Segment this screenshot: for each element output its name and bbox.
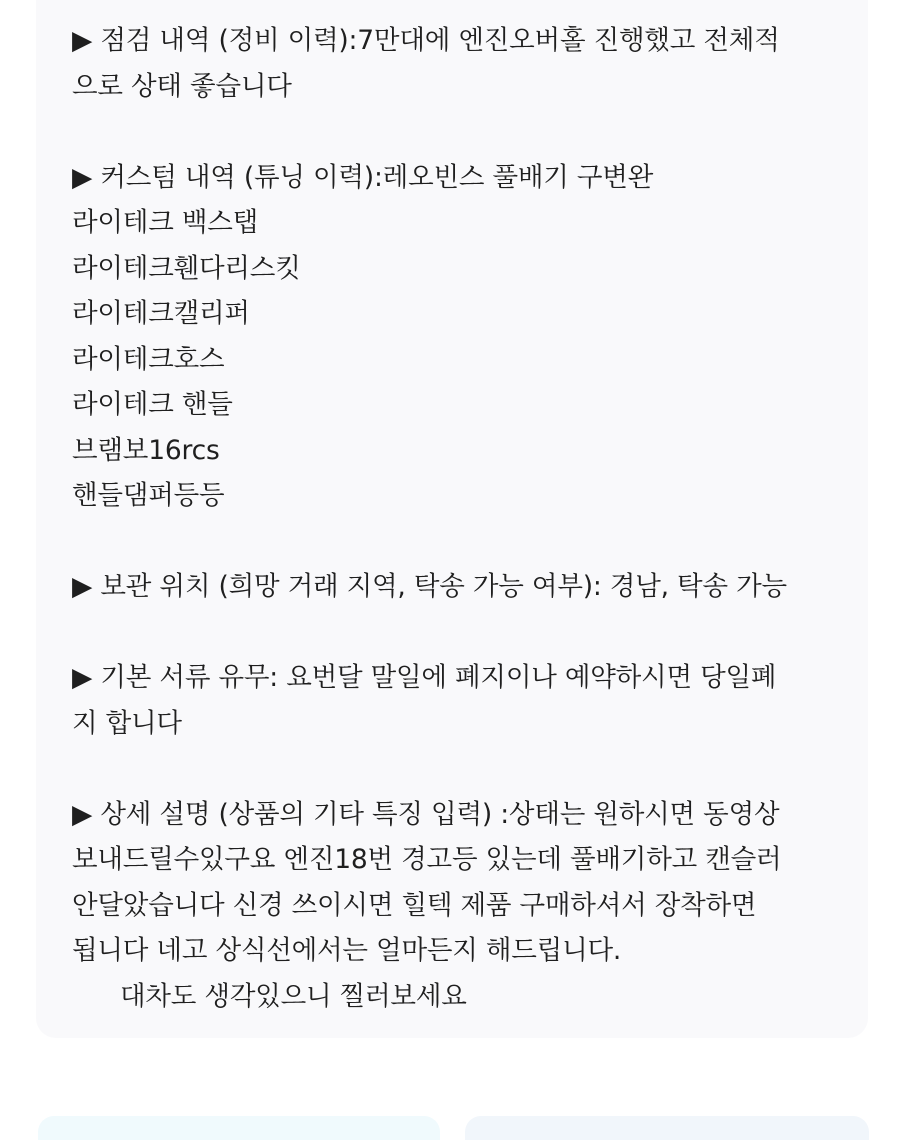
- description-line: ▶ 기본 서류 유무: 요번달 말일에 폐지이나 예약하시면 당일폐: [72, 662, 777, 693]
- description-line: 라이테크휀다리스킷: [72, 252, 301, 284]
- description-line: ▶ 상세 설명 (상품의 기타 특징 입력) :상태는 원하시면 동영상: [72, 798, 780, 830]
- description-line: 라이테크 백스탭: [72, 207, 259, 238]
- description-line: 안달았습니다 신경 쓰이시면 힐텍 제품 구매하셔서 장착하면: [72, 889, 757, 921]
- description-line: 대차도 생각있으니 찔러보세요: [120, 980, 467, 1012]
- description-line: 라이테크호스: [72, 343, 225, 375]
- description-line: [72, 109, 872, 155]
- description-line: [72, 610, 872, 656]
- description-line: 지 합니다: [72, 707, 182, 739]
- description-line: [72, 519, 872, 565]
- description-line: ▶ 보관 위치 (희망 거래 지역, 탁송 가능 여부): 경남, 탁송 가능: [72, 571, 787, 602]
- bottom-card-left[interactable]: [38, 1116, 440, 1140]
- description-line: 으로 상태 좋습니다: [72, 70, 292, 102]
- description-text: [72, 18, 872, 1019]
- description-line: ▶ 점검 내역 (정비 이력):7만대에 엔진오버홀 진행했고 전체적: [72, 25, 780, 56]
- description-line: 핸들댐퍼등등: [72, 480, 225, 511]
- description-line: 됩니다 네고 상식선에서는 얼마든지 해드립니다.: [72, 935, 622, 966]
- description-line: 라이테크캘리퍼: [72, 298, 250, 329]
- description-line: 보내드릴수있구요 엔진18번 경고등 있는데 풀배기하고 캔슬러: [72, 844, 782, 875]
- description-line: ▶ 커스텀 내역 (튜닝 이력):레오빈스 풀배기 구변완: [72, 161, 654, 193]
- description-line: 브램보16rcs: [72, 434, 220, 466]
- description-line: [72, 746, 872, 792]
- bottom-card-right[interactable]: [465, 1116, 869, 1140]
- description-line: 라이테크 핸들: [72, 389, 233, 420]
